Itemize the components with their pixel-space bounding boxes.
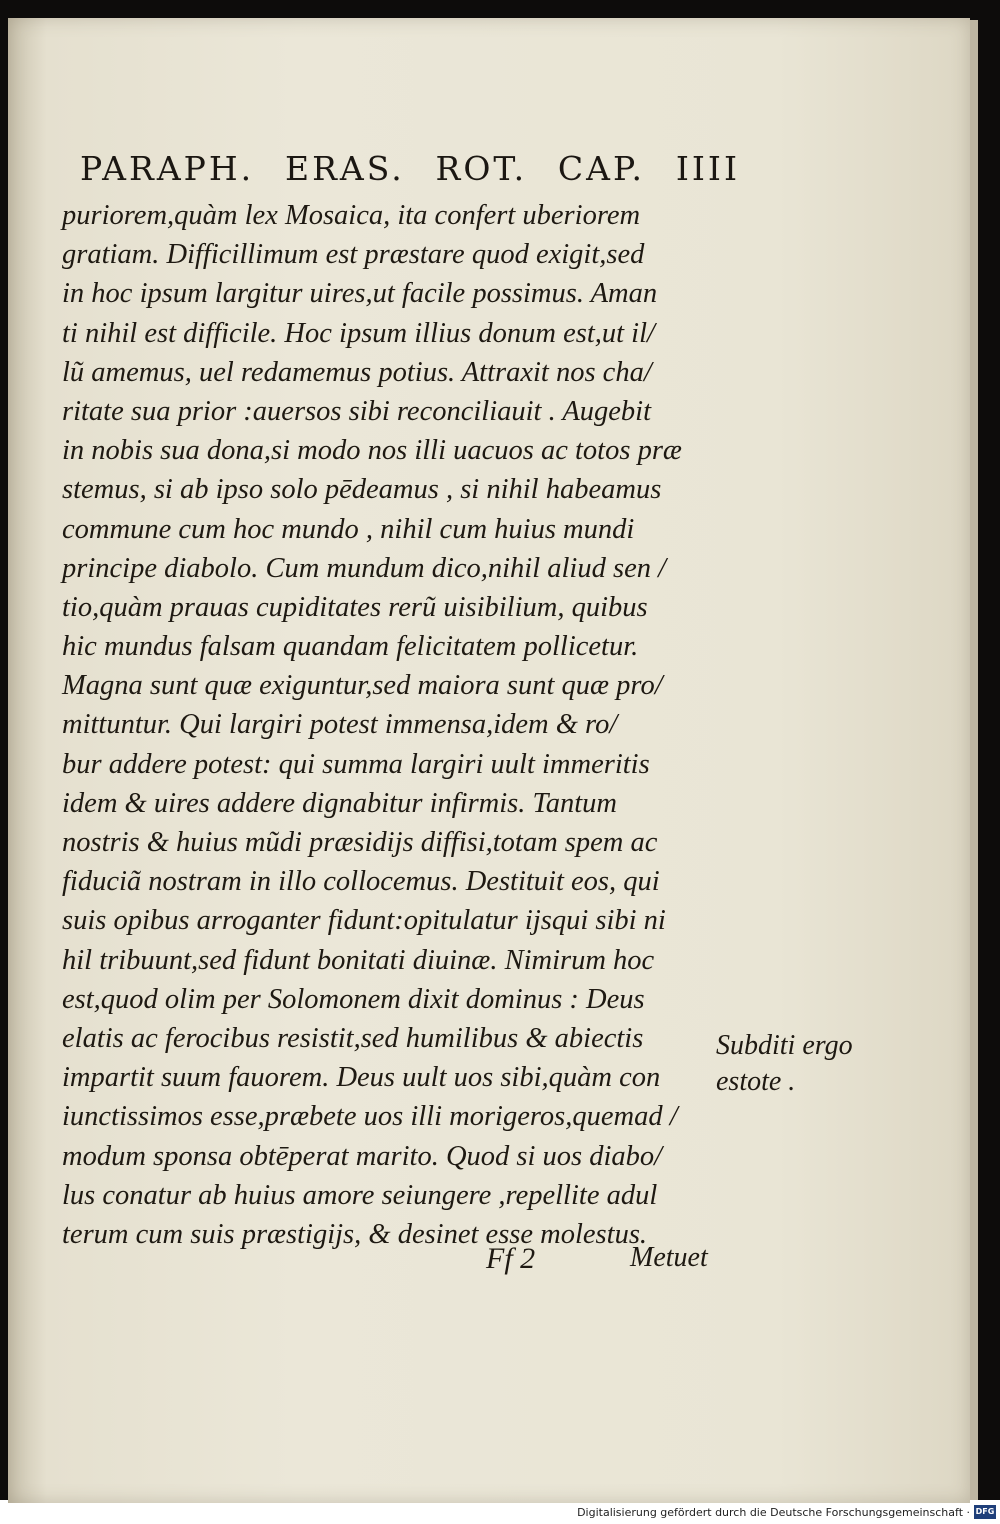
text-line: in nobis sua dona,si modo nos illi uacuos ac totos præ (62, 435, 682, 467)
text-line: tio,quàm prauas cupiditates rerũ uisibilium, quibus (62, 591, 648, 623)
text-line: lus conatur ab huius amore seiungere ,repellite adul (62, 1179, 658, 1211)
header-part: ROT. (435, 148, 528, 188)
margin-note (716, 1028, 866, 1100)
text-line: in hoc ipsum largitur uires,ut facile possimus. Aman (62, 278, 658, 310)
header-part: ERAS. (285, 148, 405, 188)
text-line: Magna sunt quæ exiguntur,sed maiora sunt quæ pro/ (62, 670, 663, 702)
text-line: suis opibus arroganter fidunt:opitulatur ijsqui sibi ni (62, 905, 666, 937)
text-line: commune cum hoc mundo , nihil cum huius mundi (62, 513, 635, 545)
text-line: terum cum suis præstigijs, & desinet esse molestus. (62, 1218, 648, 1250)
catchword: Metuet (630, 1242, 708, 1273)
header-part: IIII (675, 148, 740, 188)
text-line: stemus, si ab ipso solo pēdeamus , si nihil habeamus (62, 474, 662, 506)
text-line: mittuntur. Qui largiri potest immensa,idem & ro/ (62, 709, 618, 741)
margin-note-line: Subditi ergo (716, 1030, 853, 1061)
text-line: iunctissimos esse,præbete uos illi morigeros,quemad / (62, 1101, 678, 1133)
text-line: ritate sua prior :auersos sibi reconciliauit . Augebit (62, 395, 651, 427)
text-line: ti nihil est difficile. Hoc ipsum illius donum est,ut il/ (62, 317, 655, 349)
text-line: hil tribuunt,sed fidunt bonitati diuinæ. Nimirum hoc (62, 944, 655, 976)
margin-note-line: estote . (716, 1066, 796, 1097)
text-line: hic mundus falsam quandam felicitatem pollicetur. (62, 631, 639, 663)
body-text (62, 196, 732, 1254)
text-line: idem & uires addere dignabitur infirmis. Tantum (62, 787, 617, 819)
dfg-logo-icon: DFG (974, 1505, 996, 1519)
header-part: CAP. (557, 148, 646, 188)
text-line: gratiam. Difficillimum est præstare quod exigit,sed (62, 239, 645, 271)
text-line: impartit suum fauorem. Deus uult uos sibi,quàm con (62, 1062, 661, 1094)
header-part: PARAPH. (80, 148, 255, 188)
text-line: elatis ac ferocibus resistit,sed humilibus & abiectis (62, 1022, 644, 1054)
text-line: principe diabolo. Cum mundum dico,nihil aliud sen / (62, 552, 667, 584)
text-line: modum sponsa obtēperat marito. Quod si uos diabo/ (62, 1140, 663, 1172)
text-line: bur addere potest: qui summa largiri uult immeritis (62, 748, 650, 780)
dfg-credit: Digitalisierung gefördert durch die Deutsche Forschungsgemeinschaft · (577, 1506, 970, 1519)
text-line: fiduciã nostram in illo collocemus. Destituit eos, qui (62, 866, 660, 898)
text-line: nostris & huius mũdi præsidijs diffisi,totam spem ac (62, 827, 658, 858)
running-header (80, 146, 740, 190)
page-edge (970, 20, 978, 1500)
signature-mark: Ff 2 (486, 1242, 536, 1275)
text-line: est,quod olim per Solomonem dixit dominus : Deus (62, 983, 645, 1015)
text-line: puriorem,quàm lex Mosaica, ita confert uberiorem (62, 200, 641, 231)
text-line: lũ amemus, uel redamemus potius. Attraxit nos cha/ (62, 356, 652, 388)
